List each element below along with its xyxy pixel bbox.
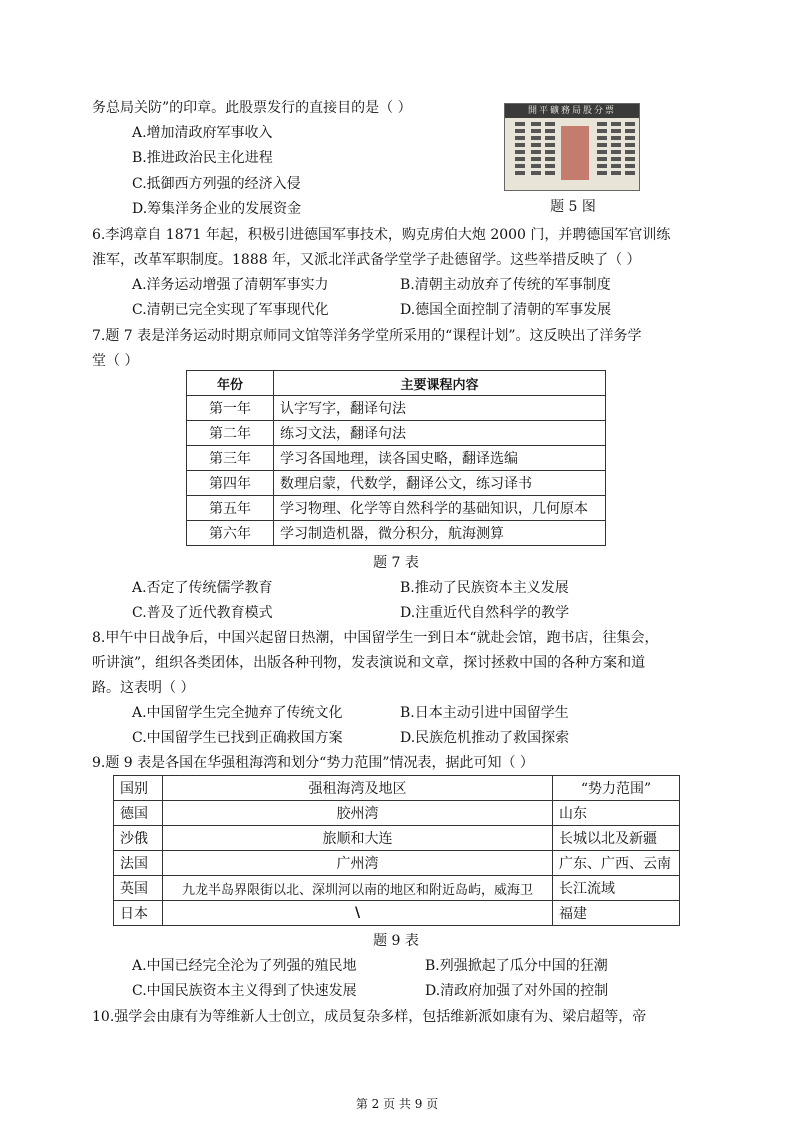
table-cell: 第六年 <box>187 521 274 546</box>
q8-option-d: D.民族危机推动了救国探索 <box>400 730 570 746</box>
table-cell: 旅顺和大连 <box>163 826 553 851</box>
table-cell: 第一年 <box>187 396 274 421</box>
q5-option-a: A.增加清政府军事收入 <box>132 125 273 141</box>
table-cell: \ <box>163 901 553 926</box>
table-row <box>187 396 606 421</box>
table-cell: 广东、广西、云南 <box>553 851 680 876</box>
q7-option-d: D.注重近代自然科学的教学 <box>400 605 570 621</box>
q9-option-d: D.清政府加强了对外国的控制 <box>425 983 609 999</box>
q5-option-b: B.推进政治民主化进程 <box>132 150 273 166</box>
table-row <box>187 496 606 521</box>
q5-figure-caption: 题 5 图 <box>550 199 596 215</box>
q5-option-c: C.抵御西方列强的经济入侵 <box>132 176 301 192</box>
table-cell: 九龙半岛界限街以北、深圳河以南的地区和附近岛屿，威海卫 <box>163 876 553 901</box>
q7-option-c: C.普及了近代教育模式 <box>132 605 273 621</box>
q6-option-c: C.清朝已完全实现了军事现代化 <box>132 302 329 318</box>
table-header-cell: 主要课程内容 <box>274 371 606 396</box>
table-cell: 长江流域 <box>553 876 680 901</box>
q7-table-caption: 题 7 表 <box>373 555 419 571</box>
q10-stem-line1: 10.强学会由康有为等维新人士创立，成员复杂多样，包括维新派如康有为、梁启超等，帝 <box>92 1009 647 1025</box>
table-header-row <box>187 371 606 396</box>
table-cell: 数理启蒙，代数学，翻译公文，练习译书 <box>274 471 606 496</box>
q9-option-b: B.列强掀起了瓜分中国的狂潮 <box>425 958 608 974</box>
table-header-cell: 强租海湾及地区 <box>163 776 553 801</box>
q7-option-b: B.推动了民族资本主义发展 <box>400 580 569 596</box>
table-cell: 胶州湾 <box>163 801 553 826</box>
q6-option-a: A.洋务运动增强了清朝军事实力 <box>132 277 329 293</box>
table-cell: 第五年 <box>187 496 274 521</box>
q5-stem-tail: 务总局关防”的印章。此股票发行的直接目的是（ ） <box>92 100 412 116</box>
table-cell: 沙俄 <box>114 826 163 851</box>
table-cell: 练习文法，翻译句法 <box>274 421 606 446</box>
table-cell: 学习物理、化学等自然科学的基础知识，几何原本 <box>274 496 606 521</box>
q8-stem-line1: 8.甲午中日战争后，中国兴起留日热潮，中国留学生一到日本“就赴会馆，跑书店，往集会， <box>92 630 659 646</box>
q8-option-a: A.中国留学生完全抛弃了传统文化 <box>132 705 343 721</box>
table-cell: 长城以北及新疆 <box>553 826 680 851</box>
table-row <box>114 876 680 901</box>
table-row <box>114 901 680 926</box>
table-cell: 福建 <box>553 901 680 926</box>
q8-option-b: B.日本主动引进中国留学生 <box>400 705 569 721</box>
q6-stem-line1: 6.李鸿章自 1871 年起，积极引进德国军事技术，购克虏伯大炮 2000 门，并聘德国军官训练 <box>92 227 671 243</box>
certificate-title: 開平礦務局股分票 <box>527 106 616 116</box>
table-header-cell: 国别 <box>114 776 163 801</box>
page-footer: 第 2 页 共 9 页 <box>355 1097 439 1111</box>
table-cell: 学习各国地理，读各国史略，翻译选编 <box>274 446 606 471</box>
q5-option-d: D.筹集洋务企业的发展资金 <box>132 201 302 217</box>
q9-option-c: C.中国民族资本主义得到了快速发展 <box>132 983 357 999</box>
q6-option-b: B.清朝主动放弃了传统的军事制度 <box>400 277 611 293</box>
table-cell: 第四年 <box>187 471 274 496</box>
q9-spheres-table <box>113 775 680 926</box>
table-row <box>187 521 606 546</box>
q5-stock-certificate-image <box>504 103 640 191</box>
q8-option-c: C.中国留学生已找到正确救国方案 <box>132 730 343 746</box>
table-cell: 日本 <box>114 901 163 926</box>
table-cell: 广州湾 <box>163 851 553 876</box>
table-header-row <box>114 776 680 801</box>
table-cell: 学习制造机器，微分积分，航海测算 <box>274 521 606 546</box>
q7-stem-line2: 堂（ ） <box>92 353 139 369</box>
table-row <box>187 446 606 471</box>
certificate-seal <box>561 126 589 180</box>
table-row <box>187 421 606 446</box>
q6-option-d: D.德国全面控制了清朝的军事发展 <box>400 302 612 318</box>
table-cell: 第三年 <box>187 446 274 471</box>
q9-option-a: A.中国已经完全沦为了列强的殖民地 <box>132 958 357 974</box>
q7-stem-line1: 7.题 7 表是洋务运动时期京师同文馆等洋务学堂所采用的“课程计划”。这反映出了洋务学 <box>92 328 642 344</box>
q8-stem-line3: 路。这表明（ ） <box>92 680 195 696</box>
table-cell: 认字写字，翻译句法 <box>274 396 606 421</box>
table-cell: 第二年 <box>187 421 274 446</box>
table-header-cell: “势力范围” <box>553 776 680 801</box>
q7-option-a: A.否定了传统儒学教育 <box>132 580 273 596</box>
table-cell: 英国 <box>114 876 163 901</box>
q9-stem: 9.题 9 表是各国在华强租海湾和划分“势力范围”情况表，据此可知（ ） <box>92 755 534 771</box>
q6-stem-line2: 淮军，改革军职制度。1888 年，又派北洋武备学堂学子赴德留学。这些举措反映了（ ） <box>92 252 641 268</box>
table-row <box>187 471 606 496</box>
table-header-cell: 年份 <box>187 371 274 396</box>
table-row <box>114 801 680 826</box>
table-row <box>114 851 680 876</box>
q7-curriculum-table <box>186 370 606 546</box>
table-row <box>114 826 680 851</box>
table-cell: 德国 <box>114 801 163 826</box>
table-cell: 法国 <box>114 851 163 876</box>
q9-table-caption: 题 9 表 <box>373 933 419 949</box>
table-cell: 山东 <box>553 801 680 826</box>
q8-stem-line2: 听讲演”，组织各类团体，出版各种刊物，发表演说和文章，探讨拯救中国的各种方案和道 <box>92 655 646 671</box>
